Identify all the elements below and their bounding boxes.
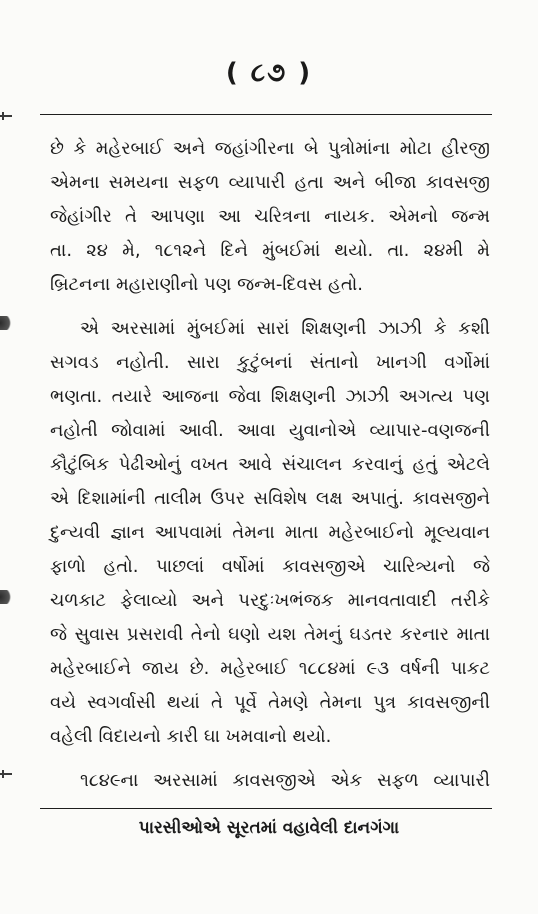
binding-hole <box>0 590 14 604</box>
text-line: ૧૮૪૯ના અરસામાં કાવસજીએ એક સફળ વ્યાપારી <box>80 770 490 791</box>
text-line: વયે સ્વગર્વાસી થયાં તે પૂર્વે તેમણે તેમના પુત્ર કાવસજીની <box>50 692 490 713</box>
text-line: ફાળો હતો. પાછલાં વર્ષોમાં કાવસજીએ ચારિત્ર્યનો જે <box>50 556 490 577</box>
binding-hole <box>0 316 14 330</box>
text-line: ભણતા. તયારે આજના જેવા શિક્ષણની ઝાઝી અગત્ય પણ <box>50 386 490 407</box>
text-line: કૌટુંબિક પેઢીઓનું વખત આવે સંચાલન કરવાનું હતું એટલે <box>50 454 490 475</box>
text-line: એ અરસામાં મુંબઈમાં સારાં શિક્ષણની ઝાઝી કે કશી <box>80 318 490 339</box>
text-line: એમના સમયના સફળ વ્યાપારી હતા અને બીજા કાવસજી <box>50 172 490 193</box>
top-rule <box>40 114 492 115</box>
text-line: બ્રિટનના મહારાણીનો પણ જન્મ-દિવસ હતો. <box>50 274 364 295</box>
text-line: સગવડ નહોતી. સારા કુટુંબનાં સંતાનો ખાનગી વર્ગોમાં <box>50 352 490 373</box>
paragraph-gap <box>50 302 490 312</box>
running-footer: પારસીઓએ સૂરતમાં વહાવેલી દાનગંગા <box>138 818 400 838</box>
text-line: છે કે મહેરબાઈ અને જહાંગીરના બે પુત્રોમાંના મોટા હીરજી <box>50 138 490 159</box>
paragraph-gap <box>50 754 490 764</box>
binding-mark <box>0 770 12 778</box>
bottom-rule <box>40 808 492 809</box>
text-line: મહેરબાઈને જાય છે. મહેરબાઈ ૧૮૮૪માં ૯૩ વર્ષની પાકટ <box>50 658 490 679</box>
binding-mark <box>0 112 12 120</box>
body-text <box>50 132 490 798</box>
text-line: વહેલી વિદાયનો કારી ઘા ખમવાનો થયો. <box>50 726 332 747</box>
text-line: જે સુવાસ પ્રસરાવી તેનો ઘણો યશ તેમનું ઘડતર કરનાર માતા <box>50 624 490 645</box>
text-line: એ દિશામાંની તાલીમ ઉપર સવિશેષ લક્ષ અપાતું. કાવસજીને <box>50 488 490 509</box>
text-line: દુન્યવી જ્ઞાન આપવામાં તેમના માતા મહેરબાઈનો મૂલ્યવાન <box>50 522 490 543</box>
page-number: ( ૮૭ ) <box>225 58 313 88</box>
text-line: ચળકાટ ફેલાવ્યો અને પરદુઃખભંજક માનવતાવાદી તરીકે <box>50 590 490 611</box>
text-line: જેહાંગીર તે આપણા આ ચરિત્રના નાયક. એમનો જન્મ <box>50 206 490 227</box>
text-line: નહોતી જોવામાં આવી. આવા યુવાનોએ વ્યાપાર-વણજની <box>50 420 490 441</box>
text-line: તા. ૨૪ મે, ૧૮૧૨ને દિને મુંબઈમાં થયો. તા. ૨૪મી મે <box>50 240 490 261</box>
